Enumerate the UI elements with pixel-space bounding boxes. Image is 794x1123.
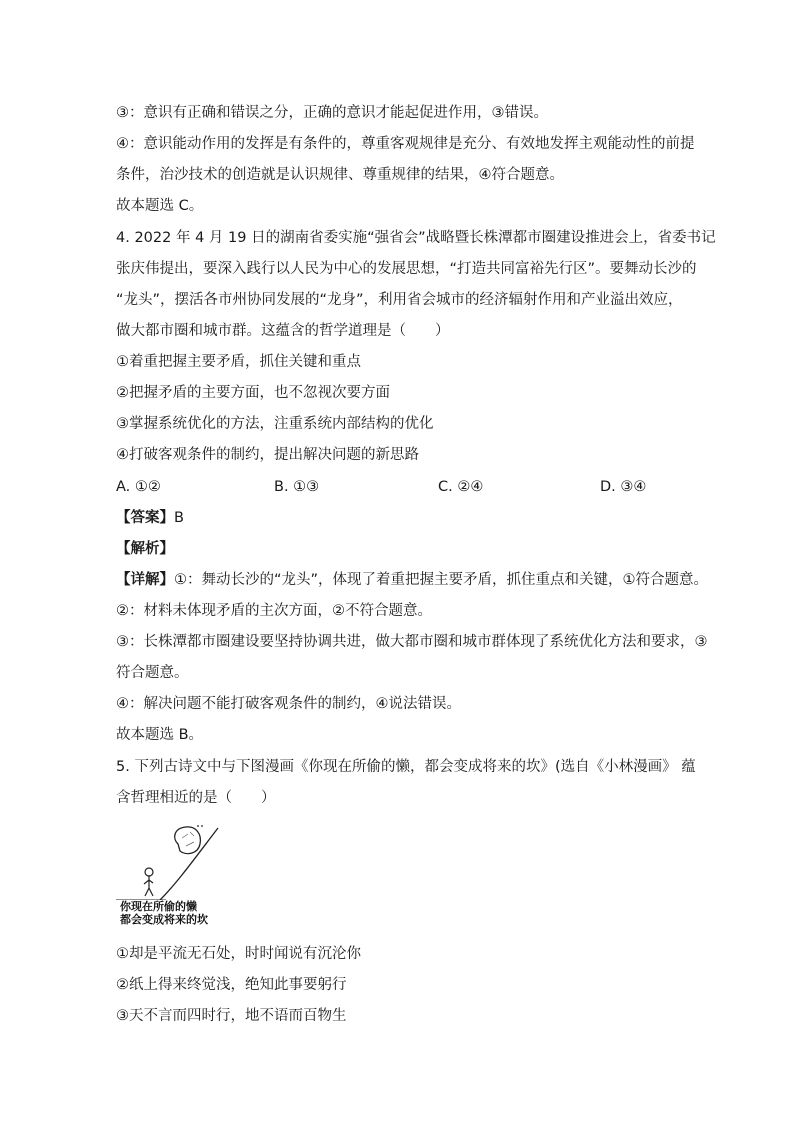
question-4-stem: 4. 2022 年 4 月 19 日的湖南省委实施“强省会”战略暨长株潭都市圈建设推进会上，省委书记 xyxy=(116,230,716,246)
question-4-stem: 张庆伟提出，要深入践行以人民为中心的发展思想，“打造共同富裕先行区”。要舞动长沙的 xyxy=(116,261,697,277)
question-4-stem: 做大都市圈和城市群。这蕴含的哲学道理是（ ） xyxy=(116,323,450,339)
answer-label: 【答案】 xyxy=(116,510,174,526)
text-line: ④：意识能动作用的发挥是有条件的，尊重客观规律是充分、有效地发挥主观能动性的前提 xyxy=(116,136,695,152)
explanation-3: ③：长株潭都市圈建设要坚持协调共进，做大都市圈和城市群体现了系统优化方法和要求，③ xyxy=(116,634,708,650)
detail-line xyxy=(116,570,708,590)
text-line: 故本题选 C。 xyxy=(116,198,204,214)
cartoon-caption-1: 你现在所偷的懒 xyxy=(120,900,197,913)
question-5-stem: 含哲理相近的是（ ） xyxy=(116,790,276,806)
text-line: 条件，治沙技术的创造就是认识规律、尊重规律的结果，④符合题意。 xyxy=(116,167,564,183)
explanation-4: ④：解决问题不能打破客观条件的制约，④说法错误。 xyxy=(116,696,461,712)
conclusion: 故本题选 B。 xyxy=(116,727,204,743)
answer-line xyxy=(116,508,184,528)
explanation-2: ②：材料未体现矛盾的主次方面，②不符合题意。 xyxy=(116,603,432,619)
option-c: C. ②④ xyxy=(438,479,484,495)
statement-2: ②把握矛盾的主要方面，也不忽视次要方面 xyxy=(116,385,390,401)
option-d: D. ③④ xyxy=(600,479,647,495)
explanation-3-cont: 符合题意。 xyxy=(116,665,189,681)
text-line: ③：意识有正确和错误之分，正确的意识才能起促进作用，③错误。 xyxy=(116,105,548,121)
poem-option-1: ①却是平流无石处，时时闻说有沉沦你 xyxy=(116,946,361,962)
question-4-stem: “龙头”，摆活各市州协同发展的“龙身”，利用省会城市的经济辐射作用和产业溢出效应， xyxy=(116,292,683,308)
cartoon-caption-2: 都会变成将来的坎 xyxy=(120,913,208,926)
option-a: A. ①② xyxy=(116,479,161,495)
question-5-stem: 5. 下列古诗文中与下图漫画《你现在所偷的懒，都会变成将来的坎》(选自《小林漫画》 蕴 xyxy=(116,759,696,775)
statement-4: ④打破客观条件的制约，提出解决问题的新思路 xyxy=(116,447,419,463)
answer-options xyxy=(116,477,676,497)
poem-option-3: ③天不言而四时行，地不语而百物生 xyxy=(116,1008,347,1024)
cartoon-image xyxy=(116,824,234,924)
option-b: B. ①③ xyxy=(274,479,320,495)
detail-label: 【详解】 xyxy=(116,572,174,588)
statement-1: ①着重把握主要矛盾，抓住关键和重点 xyxy=(116,354,361,370)
cartoon-drawing-icon xyxy=(116,824,234,900)
analysis-line xyxy=(116,539,174,559)
analysis-label: 【解析】 xyxy=(116,541,174,557)
statement-3: ③掌握系统优化的方法，注重系统内部结构的优化 xyxy=(116,416,434,432)
explanation-1: ①：舞动长沙的“龙头”，体现了着重把握主要矛盾，抓住重点和关键，①符合题意。 xyxy=(174,572,709,588)
answer-value: B xyxy=(174,510,184,526)
poem-option-2: ②纸上得来终觉浅，绝知此事要躬行 xyxy=(116,977,347,993)
